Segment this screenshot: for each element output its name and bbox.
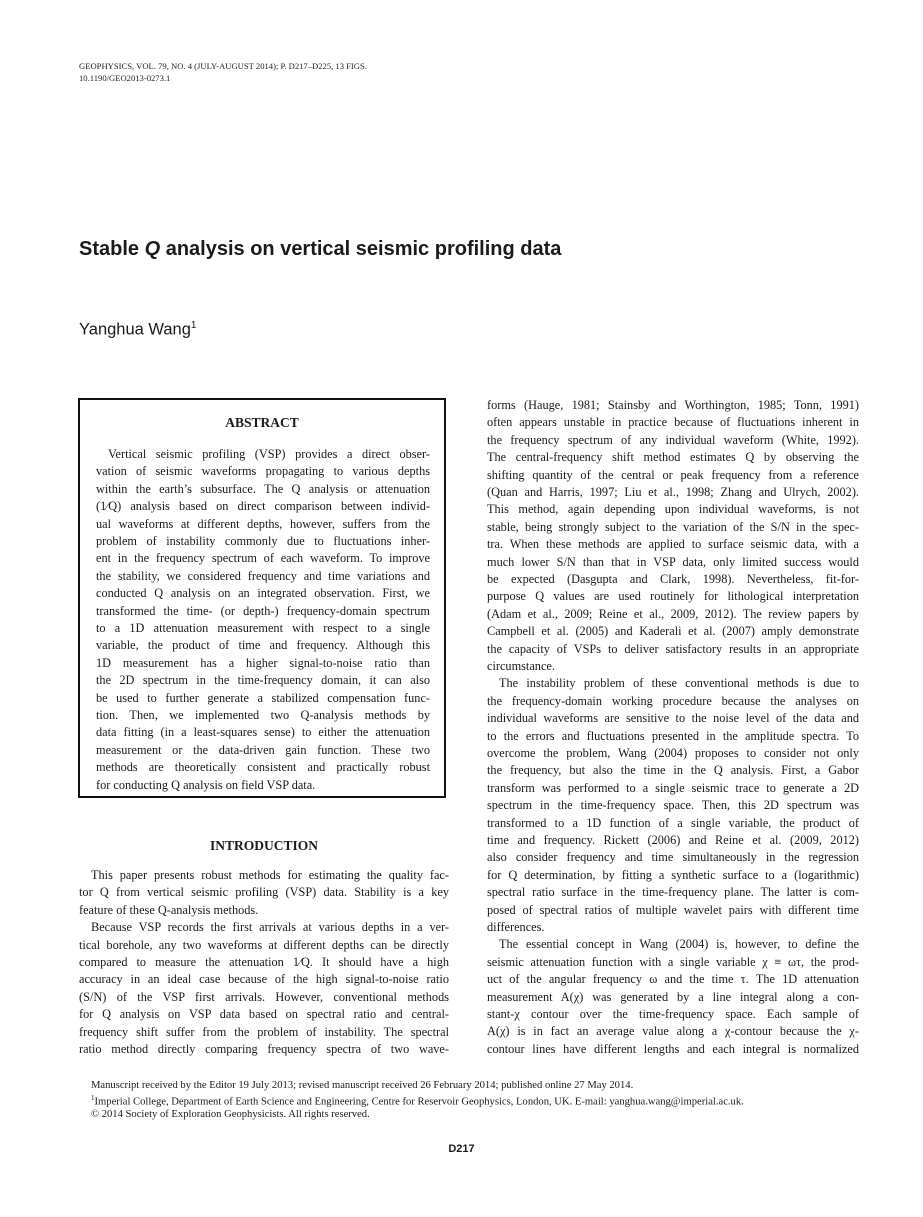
- text-line: (1∕Q) analysis based on direct comparison between individ-: [96, 499, 430, 514]
- affiliation-footnote: [91, 1092, 744, 1109]
- text-line: spectral ratio surface in the time-frequency plane. The latter is com-: [487, 885, 859, 900]
- text-line: the 2D spectrum in the time-frequency domain, it can also: [96, 673, 430, 688]
- text-line: purpose Q values are used routinely for lithological interpretation: [487, 589, 859, 604]
- text-line: also consider frequency and time simultaneously in the regression: [487, 850, 859, 865]
- text-line: the capacity of VSPs to deliver satisfactory results in an appropriate: [487, 641, 859, 656]
- text-line: tical borehole, any two waveforms at different depths can be directly: [79, 937, 449, 952]
- text-line: within the earth’s subsurface. The Q analysis or attenuation: [96, 481, 430, 496]
- text-line: for Q determination, by fitting a synthetic surface to a (logarithmic): [487, 867, 859, 882]
- text-line: ratio method directly comparing frequency spectra of two wave-: [79, 1042, 449, 1056]
- journal-header: [79, 61, 367, 84]
- manuscript-received: Manuscript received by the Editor 19 July 2013; revised manuscript received 26 February 2014; published online 27 May 2014.: [91, 1080, 634, 1091]
- text-line: tra. When these methods are applied to surface seismic data, with a: [487, 537, 859, 552]
- text-line: the frequency, but also the time in the Q analysis. First, a Gabor: [487, 763, 859, 778]
- text-line: time and frequency. Rickett (2006) and Reine et al. (2009, 2012): [487, 833, 859, 847]
- text-line: ent in the frequency spectrum of each waveform. To improve: [96, 551, 430, 566]
- text-line: for conducting Q analysis on field VSP data.: [96, 777, 316, 792]
- text-line: accuracy in an ideal case because of the high signal-to-noise ratio: [79, 972, 449, 987]
- introduction-heading: INTRODUCTION: [209, 838, 318, 853]
- text-line: The essential concept in Wang (2004) is, however, to define the: [499, 937, 859, 952]
- text-line: data fitting (in a least-squares sense) to either the attenuation: [96, 725, 430, 740]
- text-line: variable, the product of time and frequency. Although this: [96, 638, 430, 653]
- text-line: the frequency spectrum of any individual waveform (White, 1992).: [487, 432, 859, 447]
- text-line: the stability, we considered frequency and time variations and: [96, 568, 430, 583]
- text-line: 1D measurement has a higher signal-to-noise ratio than: [96, 655, 430, 670]
- text-line: frequency shift suffer from the problem of instability. The spectral: [79, 1024, 449, 1039]
- text-line: measurement or the data-driven gain function. These two: [96, 742, 430, 757]
- text-line: transformed the time- (or depth-) frequency-domain spectrum: [96, 603, 430, 618]
- text-line: spectrum in the time-frequency space. Then, this 2D spectrum was: [487, 798, 859, 813]
- text-line: much lower S/N than that in VSP data, only limited success would: [487, 554, 859, 569]
- paper-title: [79, 238, 561, 261]
- text-line: to a 1D attenuation measurement with respect to a single: [96, 621, 430, 635]
- text-line: shifting quantity of the central or peak frequency from a reference: [487, 467, 859, 482]
- text-line: measurement A(χ) was generated by a line integral along a con-: [487, 989, 859, 1004]
- text-line: Campbell et al. (2005) and Kaderali et al. (2007) amply demonstrate: [487, 624, 859, 639]
- title-suffix: analysis on vertical seismic profiling data: [160, 238, 562, 260]
- text-line: The instability problem of these conventional methods is due to: [499, 676, 859, 691]
- text-line: contour lines have different lengths and each integral is normalized: [487, 1041, 859, 1056]
- text-line: tor Q from vertical seismic profiling (VSP) data. Stability is a key: [79, 885, 449, 900]
- text-line: seismic attenuation function with a single variable χ ≡ ωτ, the prod-: [487, 954, 859, 969]
- text-line: (S/N) of the VSP first arrivals. However, conventional methods: [79, 989, 449, 1004]
- text-line: stant-χ contour over the time-frequency space. Each sample of: [487, 1007, 859, 1021]
- text-line: The central-frequency shift method estimates Q by observing the: [487, 450, 859, 465]
- text-line: This method, again depending upon individual waveforms, is not: [487, 502, 859, 517]
- page-number: D217: [448, 1143, 475, 1155]
- journal-citation: GEOPHYSICS, VOL. 79, NO. 4 (JULY-AUGUST 2014); P. D217–D225, 13 FIGS.: [79, 61, 367, 71]
- text-line: forms (Hauge, 1981; Stainsby and Worthington, 1985; Tonn, 1991): [487, 398, 859, 412]
- text-line: (Adam et al., 2009; Reine et al., 2009, 2012). The review papers by: [487, 606, 859, 621]
- text-line: circumstance.: [487, 659, 555, 673]
- text-line: compared to measure the attenuation 1∕Q. It should have a high: [79, 955, 449, 969]
- affiliation-mark: 1: [91, 1094, 95, 1103]
- text-line: be expected (Dasgupta and Clark, 1998). Nevertheless, fit-for-: [487, 572, 859, 586]
- author-affiliation-mark: 1: [190, 320, 197, 331]
- doi: 10.1190/GEO2013-0273.1: [79, 72, 171, 83]
- text-line: problem of instability commonly due to fluctuations inher-: [96, 534, 430, 548]
- text-line: (Quan and Harris, 1997; Liu et al., 1998; Zhang and Ulrych, 2002).: [487, 485, 859, 499]
- text-line: methods are theoretically consistent and practically robust: [96, 760, 430, 775]
- text-line: transformed to a 1D function of a single variable, the product of: [487, 815, 859, 830]
- text-line: often appears unstable in practice because of fluctuations inherent in: [487, 415, 859, 430]
- affiliation-text: Imperial College, Department of Earth Science and Engineering, Centre for Reservoir Geophysics, London, UK. E-mail: yanghua.wang@imperial.ac.uk.: [94, 1096, 744, 1108]
- text-line: overcome the problem, Wang (2004) proposes to consider not only: [487, 746, 859, 760]
- text-line: uct of the angular frequency ω and the time τ. The 1D attenuation: [487, 972, 859, 987]
- text-line: vation of seismic waveforms propagating to various depths: [96, 464, 430, 479]
- text-line: transform was performed to a single seismic trace to generate a 2D: [487, 780, 859, 795]
- author: [79, 320, 196, 340]
- text-line: be used to further generate a stabilized compensation func-: [96, 690, 430, 705]
- text-line: ual waveforms at different depths, however, suffers from the: [96, 516, 430, 531]
- text-line: the frequency-domain working procedure because the analyses on: [487, 693, 859, 708]
- author-name: Yanghua Wang: [79, 320, 191, 339]
- text-line: individual waveforms are sensitive to the noise level of the data and: [487, 711, 859, 726]
- text-line: A(χ) is in fact an average value along a χ-contour because the χ-: [487, 1024, 859, 1039]
- text-line: posed of spectral ratios of multiple wavelet pairs with different time: [487, 902, 859, 917]
- text-line: stable, being strongly subject to the variation of the S/N in the spec-: [487, 519, 859, 534]
- text-line: Vertical seismic profiling (VSP) provides a direct obser-: [108, 447, 430, 461]
- title-prefix: Stable: [79, 238, 145, 260]
- footnotes: [91, 1080, 744, 1122]
- copyright: © 2014 Society of Exploration Geophysicists. All rights reserved.: [91, 1109, 370, 1121]
- text-line: to the errors and fluctuations presented in the amplitude spectra. To: [487, 728, 859, 743]
- title-q: Q: [144, 238, 161, 260]
- text-line: differences.: [487, 920, 545, 934]
- text-line: feature of these Q-analysis methods.: [79, 902, 259, 917]
- text-line: Because VSP records the first arrivals at various depths in a ver-: [91, 920, 449, 935]
- abstract-heading: ABSTRACT: [225, 415, 299, 430]
- text-line: conducted Q analysis on an integrated observation. First, we: [96, 586, 430, 601]
- text-line: This paper presents robust methods for estimating the quality fac-: [91, 868, 449, 882]
- text-line: for Q analysis on VSP data based on spectral ratio and central-: [79, 1007, 449, 1022]
- text-line: tion. Then, we implemented two Q-analysis methods by: [96, 708, 430, 722]
